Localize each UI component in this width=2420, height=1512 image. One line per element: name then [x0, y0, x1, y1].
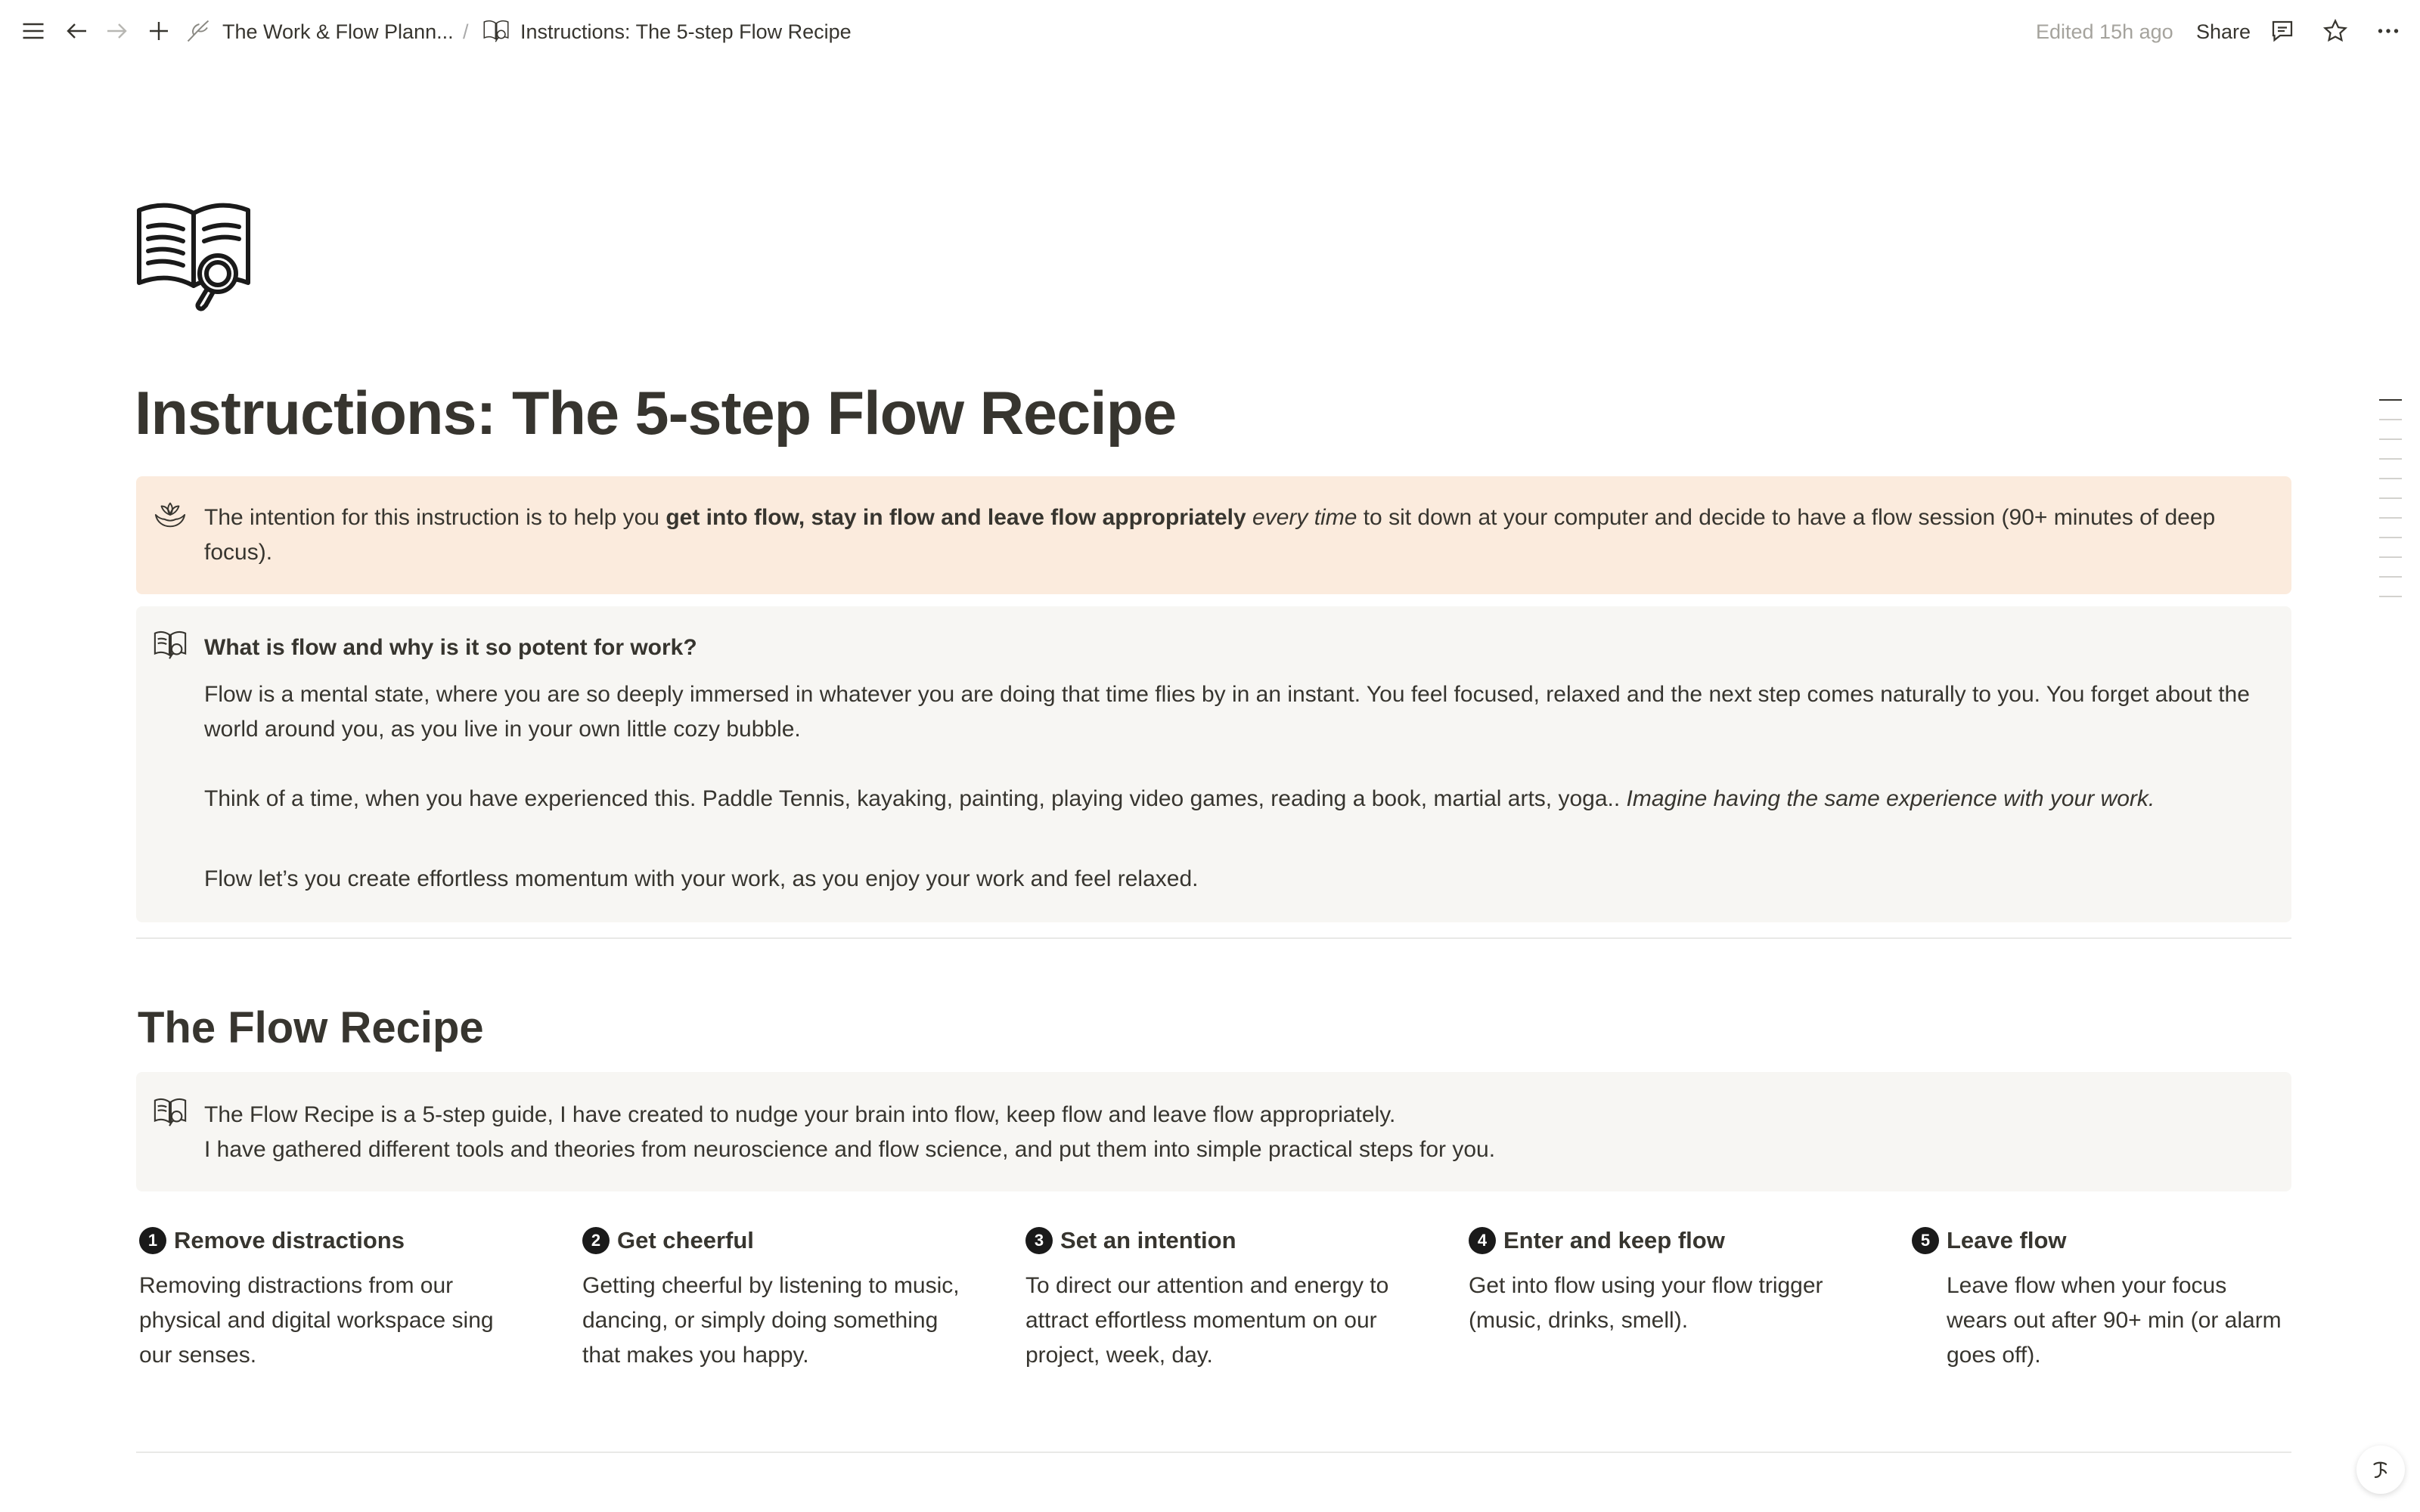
- step-number-badge: 4: [1469, 1227, 1496, 1254]
- step-number-badge: 2: [582, 1227, 610, 1254]
- menu-icon[interactable]: [18, 16, 48, 46]
- forward-arrow-icon[interactable]: [101, 16, 132, 46]
- step-number-badge: 1: [139, 1227, 166, 1254]
- book-magnifier-icon: [153, 627, 188, 662]
- step-description: Get into flow using your flow trigger (music, drinks, smell).: [1469, 1273, 1823, 1333]
- breadcrumb-parent[interactable]: The Work & Flow Plann...: [222, 20, 454, 43]
- step-description: Removing distractions from our physical and digital workspace sing our senses.: [139, 1273, 494, 1368]
- page-title: Instructions: The 5-step Flow Recipe: [135, 380, 1177, 448]
- step-title: Get cheerful: [617, 1227, 754, 1253]
- top-bar: [0, 0, 2420, 64]
- flow-callout-para-3: Flow let’s you create effortless momentum with your work, as you enjoy your work and feel relaxed.: [204, 866, 1199, 891]
- book-magnifier-icon: [135, 201, 253, 316]
- page-icon-book-magnifier[interactable]: [135, 201, 253, 316]
- step-number-badge: 5: [1912, 1227, 1939, 1254]
- step-5: [1912, 1223, 2320, 1373]
- back-arrow-icon[interactable]: [62, 16, 92, 46]
- step-3: [1025, 1223, 1434, 1373]
- step-title: Set an intention: [1060, 1227, 1236, 1253]
- intention-callout: [136, 476, 2291, 594]
- book-magnifier-icon: [481, 16, 511, 46]
- flow-recipe-callout-line-1: The Flow Recipe is a 5-step guide, I have created to nudge your brain into flow, keep flow and leave flow appropriately.: [204, 1102, 1396, 1127]
- step-1: [139, 1223, 548, 1373]
- divider: [136, 937, 2291, 939]
- step-title: Remove distractions: [174, 1227, 405, 1253]
- plus-icon[interactable]: [144, 16, 174, 46]
- flow-recipe-callout: [136, 1072, 2291, 1191]
- comment-icon[interactable]: [2267, 16, 2297, 46]
- breadcrumb-separator: /: [463, 20, 469, 43]
- step-title: Leave flow: [1947, 1227, 2067, 1253]
- flow-callout-heading: What is flow and why is it so potent for work?: [204, 635, 697, 660]
- breadcrumb-current[interactable]: Instructions: The 5-step Flow Recipe: [520, 20, 852, 43]
- book-magnifier-icon: [153, 1095, 188, 1129]
- what-is-flow-callout: [136, 606, 2291, 922]
- lotus-hands-icon: [153, 497, 188, 532]
- flow-callout-para-1: Flow is a mental state, where you are so deeply immersed in whatever you are doing that time flies by in an instant. You feel focused, relaxed and the next step comes naturally to you. You forget about the world around you, as you live in your own little cozy bubble.: [204, 682, 2250, 742]
- step-4: [1469, 1223, 1877, 1338]
- more-icon[interactable]: [2373, 16, 2403, 46]
- divider: [136, 1452, 2291, 1453]
- flow-recipe-callout-line-2: I have gathered different tools and theories from neuroscience and flow science, and put them into simple practical steps for you.: [204, 1137, 1496, 1162]
- edited-timestamp: Edited 15h ago: [2036, 20, 2173, 43]
- share-button[interactable]: Share: [2196, 20, 2251, 43]
- step-description: To direct our attention and energy to attract effortless momentum on our project, week, day.: [1025, 1273, 1389, 1368]
- intention-text: The intention for this instruction is to help you get into flow, stay in flow and leave flow appropriately every time to sit down at your computer and decide to have a flow session (90+ minutes of deep focus).: [204, 505, 2216, 565]
- leaf-icon: [183, 16, 213, 46]
- step-description: Leave flow when your focus wears out after 90+ min (or alarm goes off).: [1947, 1273, 2282, 1368]
- flow-callout-para-2: Think of a time, when you have experienced this. Paddle Tennis, kayaking, painting, playing video games, reading a book, martial arts, yoga.. Imagine having the same experience with your work.: [204, 786, 2155, 811]
- step-2: [582, 1223, 991, 1373]
- step-description: Getting cheerful by listening to music, dancing, or simply doing something that makes you happy.: [582, 1273, 960, 1368]
- step-number-badge: 3: [1025, 1227, 1053, 1254]
- star-icon[interactable]: [2320, 16, 2350, 46]
- help-icon[interactable]: [2356, 1445, 2405, 1494]
- step-title: Enter and keep flow: [1503, 1227, 1725, 1253]
- section-heading-flow-recipe: The Flow Recipe: [138, 1003, 484, 1052]
